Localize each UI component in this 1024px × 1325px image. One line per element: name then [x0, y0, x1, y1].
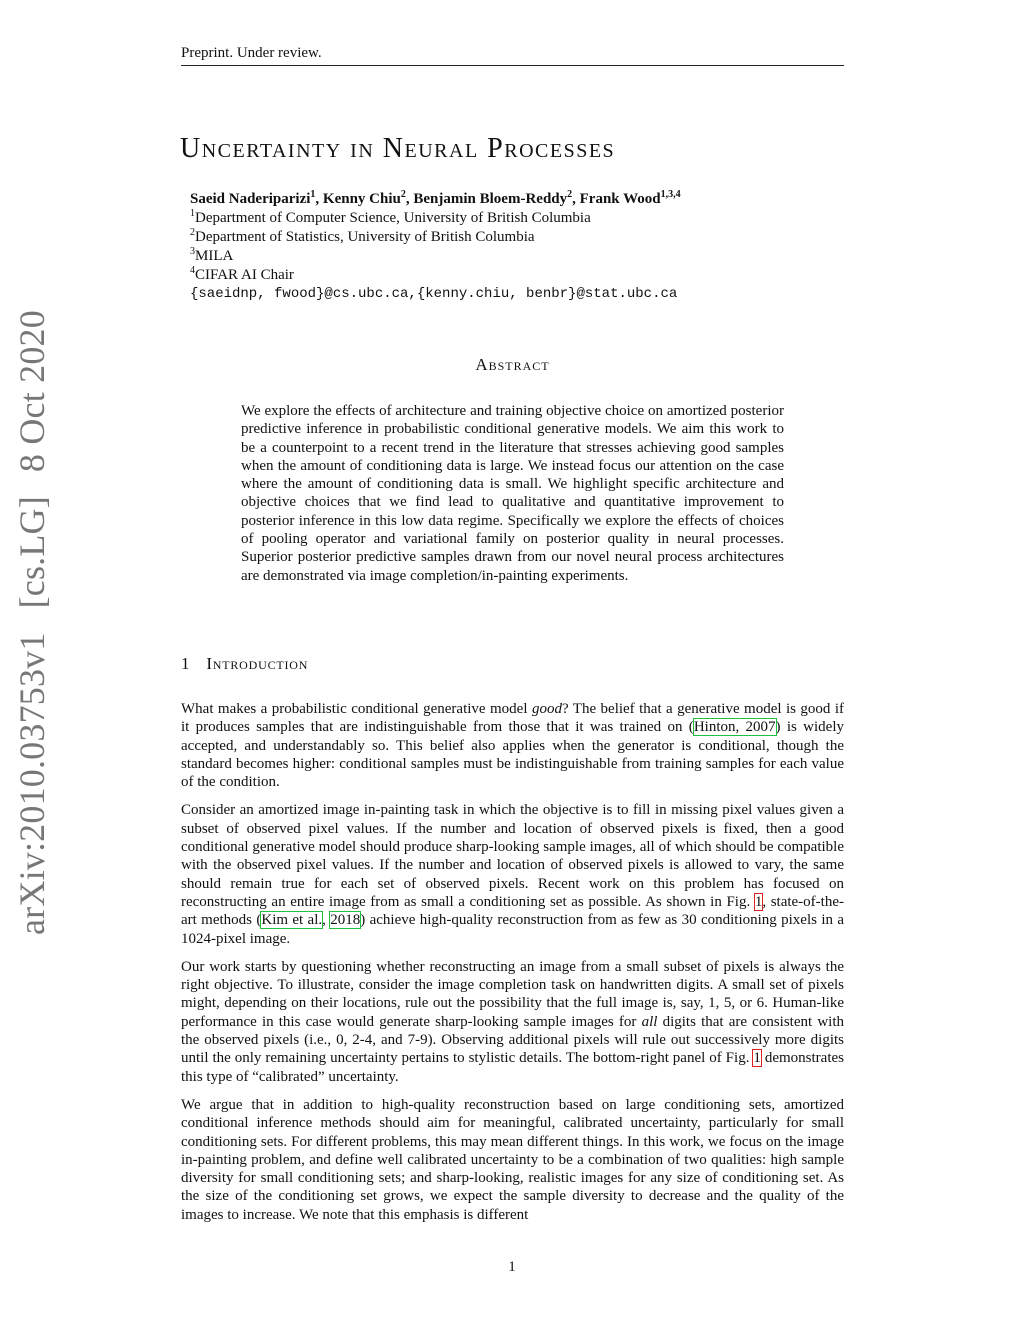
citation-hinton-2007[interactable]: Hinton, 2007	[693, 719, 776, 736]
affiliation-1	[190, 209, 830, 228]
p1-text-1: What makes a probabilistic conditional generative model	[181, 701, 532, 717]
affiliation-4	[190, 266, 830, 285]
affiliation-1-sup: 1	[190, 208, 195, 219]
author-4-affil: 1,3,4	[660, 189, 681, 200]
author-2: Kenny Chiu	[322, 191, 401, 207]
p1-text-3: ) is widely accepted, and understandably so. This belief also applies when the generator is conditional, though the standard becomes higher: conditional samples must be indistinguishable from training samples for each value of the condition.	[181, 719, 844, 791]
affiliation-3-sup: 3	[190, 246, 195, 257]
p4-text-1: We argue that in addition to high-quality reconstruction based on large conditioning sets, amortized conditional inference methods should aim for meaningful, calibrated uncertainty, particularly for small conditioning sets. For different problems, this may mean different things. In this work, we focus on the image in-painting problem, and define well calibrated uncertainty to be a combination of two qualities: high sample diversity for small conditioning sets; and sharp-looking, realistic images for any size of conditioning set. As the size of the conditioning set grows, we expect the sample diversity to decrease and the quality of the images to increase. We note that this emphasis is different	[181, 1096, 844, 1223]
arxiv-date: 8 Oct 2020	[12, 310, 52, 473]
affiliation-4-sup: 4	[190, 265, 195, 276]
affiliation-3-text: MILA	[195, 248, 234, 264]
p2-text-2: , state-of-the-art methods (	[181, 893, 844, 929]
paragraph-1	[181, 700, 844, 791]
citation-kim-et-al[interactable]: Kim et al.	[261, 912, 323, 929]
affiliation-4-text: CIFAR AI Chair	[195, 267, 294, 283]
arxiv-stamp	[10, 286, 54, 935]
abstract-heading: Abstract	[475, 355, 550, 374]
figure-1-link[interactable]: 1	[753, 1050, 761, 1067]
paragraph-4	[181, 1096, 844, 1224]
author-block	[190, 190, 830, 304]
author-3-affil: 2	[567, 189, 573, 200]
p3-text-3: demonstrates this type of “calibrated” uncertainty.	[181, 1050, 844, 1085]
p3-text-2: digits that are consistent with the observed pixels (i.e., 0, 2-4, and 7-9). Observing additional pixels will rule out successively more digits until the only remaining uncertainty pertains to stylistic details. The bottom-right panel of Fig.	[181, 1013, 845, 1067]
affiliation-2-text: Department of Statistics, University of British Columbia	[195, 229, 535, 245]
arxiv-category: [cs.LG]	[12, 496, 52, 609]
author-names: Saeid Naderiparizi$^1$, Kenny Chiu$^2$, Benjamin Bloem-Reddy$^2$, Frank Wood$^{1,3,4}$	[190, 189, 681, 207]
p2-text-1: Consider an amortized image in-painting task in which the objective is to fill in missing pixel values given a subset of observed pixel values. If the number and location of observed pixels is fixed, then a good conditional generative model should produce sharp-looking sample images, all of which should be compatible with the observed pixel values. If the number and location of observed pixels is allowed to vary, the same should remain true for each set of observed pixels. Recent work on this problem has focused on reconstructing an entire image from as small a conditioning set as possible. As shown in Fig.	[181, 802, 844, 910]
author-1-affil: 1	[310, 189, 316, 200]
author-4: Frank Wood	[579, 191, 661, 207]
affiliation-3	[190, 247, 830, 266]
p1-emphasis: good	[531, 701, 562, 717]
p3-text-1: Our work starts by questioning whether reconstructing an image from a small subset of pixels is always the right objective. To illustrate, consider the image completion task on handwritten digits. A small set of pixels might, depending on their locations, rule out the possibility that the full image is, say, 1, 5, or 6. Human-like performance in this case would generate sharp-looking sample images for	[181, 958, 844, 1030]
page-number: 1	[508, 1259, 516, 1275]
arxiv-id: arXiv:2010.03753v1	[12, 632, 52, 935]
p3-emphasis: all	[641, 1013, 658, 1030]
author-emails: {saeidnp, fwood}@cs.ubc.ca,{kenny.chiu, benbr}@stat.ubc.ca	[190, 286, 678, 302]
paragraph-2	[181, 801, 844, 947]
paragraph-3	[181, 958, 844, 1086]
paper-title: Uncertainty in Neural Processes	[180, 133, 616, 164]
author-3: Benjamin Bloem-Reddy	[413, 191, 568, 207]
p2-text-4: ) achieve high-quality reconstruction from as few as 30 conditioning pixels in a 1024-pixel image.	[181, 912, 844, 947]
abstract-text: We explore the effects of architecture and training objective choice on amortized posterior predictive inference in probabilistic conditional generative models. We aim this work to be a counterpoint to a recent trend in the literature that stresses achieving good samples when the amount of conditioning data is large. We instead focus our attention on the case where the amount of conditioning data is small. We highlight specific architecture and objective choices that we find lead to qualitative and quantitative improvement to posterior inference in this low data regime. Specifically we explore the effects of choices of pooling operator and variational family on posterior quality in neural processes. Superior posterior predictive samples drawn from our novel neural process architectures are demonstrated via image completion/in-painting experiments.	[241, 403, 784, 584]
author-1: Saeid Naderiparizi	[190, 191, 311, 207]
p1-text-2: ? The belief that a generative model is good if it produces samples that are indistinguishable from those that it was trained on (	[181, 701, 845, 736]
citation-kim-2018[interactable]: 2018	[330, 912, 361, 929]
p2-text-3: ,	[322, 912, 331, 929]
section-title-text: Introduction	[206, 654, 309, 673]
running-header: Preprint. Under review.	[181, 44, 844, 66]
affiliation-2	[190, 228, 830, 247]
figure-1-link[interactable]: 1	[754, 893, 763, 910]
introduction-body	[181, 700, 844, 1234]
affiliation-1-text: Department of Computer Science, University of British Columbia	[195, 210, 591, 226]
section-number: 1	[181, 654, 191, 673]
author-2-affil: 2	[400, 189, 406, 200]
affiliation-2-sup: 2	[190, 227, 195, 238]
section-heading-introduction	[181, 654, 844, 674]
